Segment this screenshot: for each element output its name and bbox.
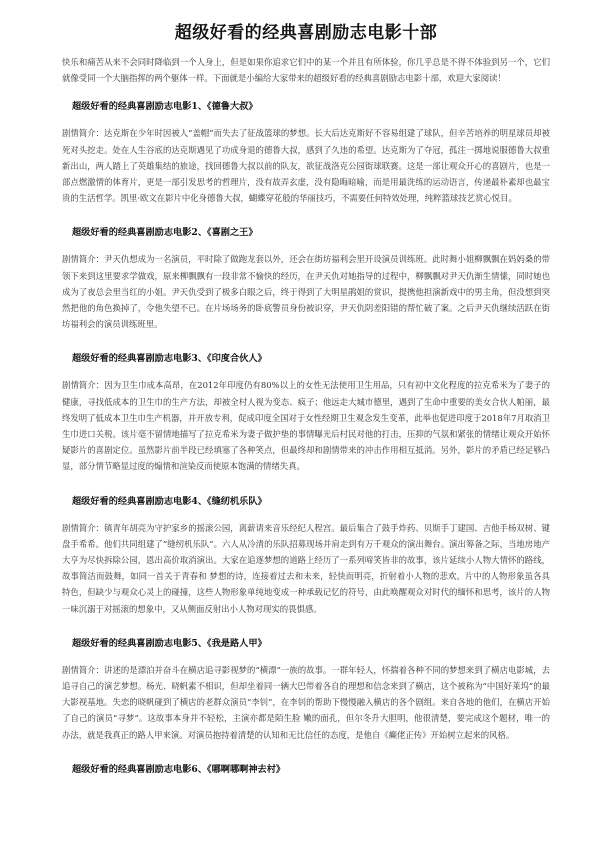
section-heading: 超级好看的经典喜剧励志电影5、《我是路人甲》 (72, 637, 267, 649)
section-body: 剧情简介：尹天仇想成为一名演员，平时除了做跑龙套以外，还会在街坊福利会里开设演员训练班。此时舞小姐柳飘飘在妈妈桑的带领下来到这里要求学做戏，原来柳飘飘有一段非常不愉快的经历，在尹天仇对她指导的过程中，柳飘飘对尹天仇渐生情愫，同时她也成为了夜总会里当红的小姐。尹天仇受到了极多白眼之后，终于得到了大明星鹃姐的赏识，提携他担演新戏中的男主角，但没想到突然把他的角色换掉了，令他失望不已。在片场场务的卧底警员身份被识穿，尹天仇阴差阳错的帮忙破了案。之后尹天仇继续活跃在街坊福利会的演员训练班里。 (62, 254, 550, 330)
section-body: 剧情简介：讲述的是漂泊并奋斗在横店追寻影视梦的“横漂”一族的故事。一群年轻人，怀揣着各种不同的梦想来到了横店电影城，去追寻自己的演艺梦想。杨光、晓帆素不相识，但却坐着同一辆大巴带着各自的理想和信念来到了横店，这个被称为“中国好莱坞”的最大影视基地。失恋的晓帆碰到了横店的老群众演员“李钊”，在李钊的帮助下慢慢融入横店的各个剧组。来自各地的他们，在横店开始了自己的演员“寻梦”。这故事本身并不轻松，主演亦都是陌生脸 嫩的面孔，但尔冬升大胆明，他很清楚，要完成这个题材，唯一的办法，就是我真正的路人甲来演。对演员抱持着清楚的认知和无比信任的态度，是他自《癫佬正传》开始树立起来的风格。 (62, 664, 550, 740)
section-body: 剧情简介：达克斯在少年时因被人“盖帽”而失去了征战篮球的梦想。长大后达克斯好不容易组建了球队，但辛苦培养的明星球员却被死对头挖走。处在人生谷底的达克斯遇见了功成身退的德鲁大叔，感到了久违的希望。达克斯为了夺冠，孤注一掷地说服德鲁大叔重新出山，两人踏上了英雄集结的旅途，找回德鲁大叔以前的队友，欲征战洛克公园街球联赛。这是一部让观众开心的喜剧片，也是一部点燃激情的体育片，更是一部引发思考的哲理片，没有故弄玄虚，没有隐晦暗喻，而是用最洗练的运动语言，传递最朴素却也最宝贵的生活哲学。凯里·欧文在影片中化身德鲁大叔，蝴蝶穿花般的华丽技巧，不需要任何特效处理，纯粹篮球技艺赏心悦目。 (62, 128, 550, 204)
intro-paragraph: 快乐和痛苦从来不会同时降临到一个人身上，但是如果你追求它们中的某一个并且有所体验，你几乎总是不得不体验到另一个，它们就像受同一个大脑指挥的两个躯体一样。下面就是小编给大家带来的超级好看的经典喜剧励志电影十部，欢迎大家阅读！ (62, 57, 550, 84)
section-2 (62, 226, 550, 332)
section-body: 剧情简介：镇青年胡亮为守护家乡的摇滚公园，离薪请来音乐经纪人程宫。最后集合了鼓手炸药、贝斯手丁建国、吉他手杨双树、键盘手希希。他们共同组建了“缝纫机乐队”。六人从冷清的乐队招募现场并肩走到有万千观众的演出舞台。演出筹备之际，当地房地产大亨为尽快拆除公园，恩出高价取消演出。大家在追逐梦想的道路上经历了一系列啼笑皆非的故事，该片延续小人物大情怀的路线，故事简洁而鼓舞，如同一首关于青春和 梦想的诗，连接着过去和未来，轻快而明亮，折射着小人物的悲欢。片中的人物形象虽各具特色，但缺少与观众心灵上的碰撞，这些人物形象单纯地变成一种承载记忆的符号，由此唤醒观众对时代的缅怀和思考，该片的人物一味沉溺于对摇滚的想象中，又从侧面反射出小人物对现实的畏惧感。 (62, 522, 550, 614)
document-title: 超级好看的经典喜剧励志电影十部 (174, 23, 438, 43)
section-5 (62, 637, 550, 743)
section-heading: 超级好看的经典喜剧励志电影2、《喜剧之王》 (72, 227, 258, 239)
section-body: 剧情简介：因为卫生巾成本高昂，在2012年印度仍有80%以上的女性无法使用卫生用品，只有初中文化程度的拉克希米为了妻子的健康，寻找低成本的卫生巾的生产方法，却被全村人视为变态、疯子；他远走大城市德里，遇到了生命中重要的美女合伙人帕丽，最终发明了低成本卫生巾生产机器，并开放专利，促成印度全国对于女性经期卫生观念发生变革，此举也促进印度于2018年7月取消卫生巾进口关税。该片毫不留情地描写了拉克希米为妻子做护垫的事情曝光后村民对他的打击，压抑的气氛和紧张的情绪让观众开始怀疑影片的喜剧定位。虽然影片前半段已经填塞了各种笑点，但最终却和剧情带来的冲击作用相互抵消。另外，影片的矛盾已经足够凸显，部分情节略显过度的煽情和渲染反而使原本饱满的情绪失真。 (62, 380, 550, 472)
section-heading: 超级好看的经典喜剧励志电影1、《德鲁大叔》 (72, 101, 258, 113)
section-heading: 超级好看的经典喜剧励志电影4、《缝纫机乐队》 (72, 495, 267, 507)
section-heading: 超级好看的经典喜剧励志电影3、《印度合伙人》 (72, 353, 267, 365)
section-6 (62, 763, 550, 776)
section-3 (62, 352, 550, 474)
section-1 (62, 100, 550, 206)
section-4 (62, 495, 550, 617)
section-heading: 超级好看的经典喜剧励志电影6、《哪啊哪啊神去村》 (72, 763, 286, 775)
